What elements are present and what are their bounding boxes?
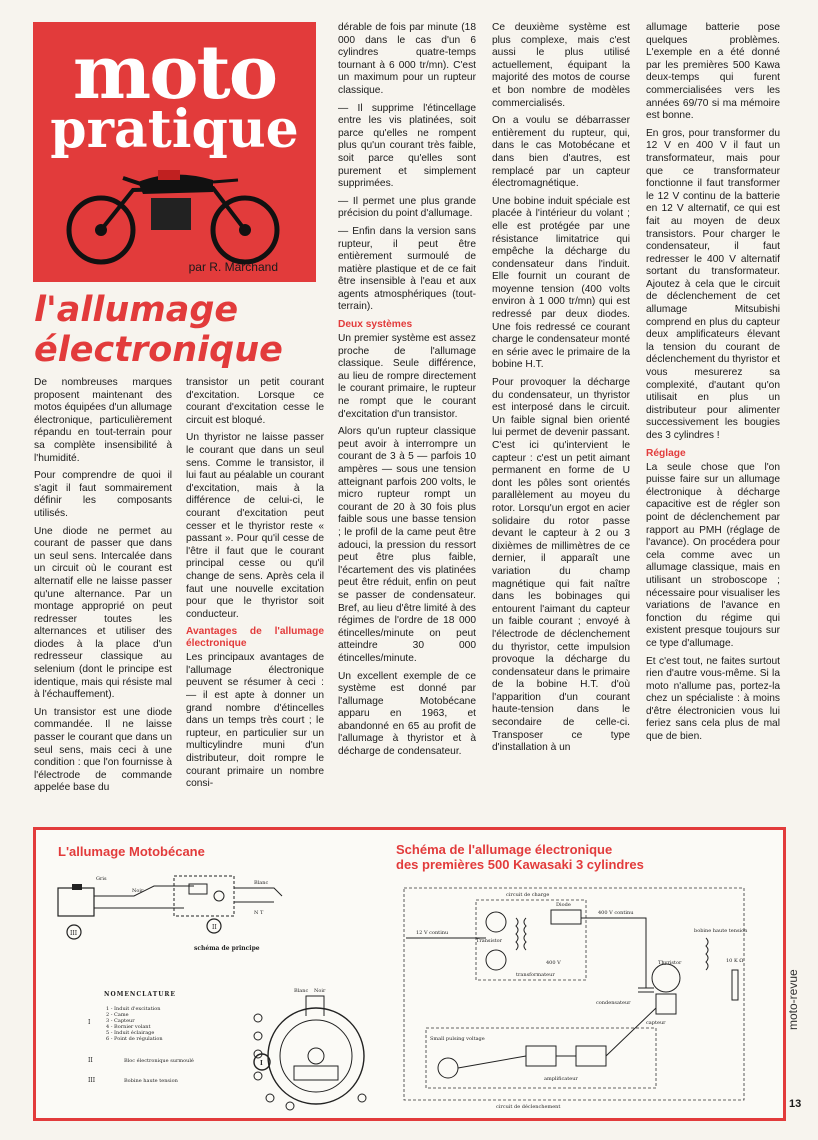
paragraph: Une bobine induit spéciale est placée à l'intérieur du volant ; elle est protégée par une résistance limitatrice qui empêche la décharge du condensateur dans l'induit. Elle fournit un courant de moyenne tension (400 volts environ à 1 000 tr/mn) qui est redressé par deux diodes. Une fois redressé ce courant charge le condensateur monté en série avec le primaire de la bobine H.T.: [492, 195, 630, 371]
paragraph: transistor un petit courant d'excitation. Lorsque ce courant d'excitation cesse le circuit est bloqué.: [186, 377, 324, 426]
text-column-1: [34, 377, 172, 800]
roman-II-label: II: [212, 924, 217, 931]
paragraph: Une diode ne permet au courant de passer que dans un seul sens. Intercalée dans un circuit où le courant est alternatif elle ne laisse passer qu'une alternance. Par un montage approprié on peut redresser toutes les alternances et utiliser des diodes à la place d'un redresseur classique au selenium (dont le principe est identique, mais qui résiste mal à l'échauffement).: [34, 525, 172, 701]
nomenclature-num-III: III: [88, 1077, 96, 1084]
text-column-2: [186, 377, 324, 796]
page-number: 13: [789, 1098, 802, 1110]
paragraph: allumage batterie pose quelques problèmes. L'exemple en a été donné par les premières 500 Kawa deux-temps qui furent commercialisées vers les années 69/70 si ma mémoire est bonne.: [646, 22, 780, 122]
nomenclature-item: 3 - Capteur: [106, 1018, 135, 1024]
article-title-line2: électronique: [34, 330, 283, 370]
section-heading-deux-systemes: Deux systèmes: [338, 319, 413, 331]
schema-caption: schéma de principe: [194, 945, 260, 952]
text-column-5: [646, 22, 780, 749]
paragraph: dérable de fois par minute (18 000 dans le cas d'un 6 cylindres quatre-temps tournant à 6 000 tr/mn). C'est un maximum pour un rupteur classique.: [338, 22, 476, 96]
label-400v: 400 V continu: [598, 910, 634, 916]
nomenclature-item: 1 - Induit d'excitation: [106, 1006, 161, 1012]
wire-label-blanc: Blanc: [254, 880, 269, 886]
label-condensateur: condensateur: [596, 1000, 631, 1006]
wire-label-noir: Noir: [132, 888, 144, 894]
paragraph: Pour comprendre de quoi il s'agit il faut sommairement définir les composants utilisés.: [34, 470, 172, 519]
nomenclature-num-II: II: [88, 1057, 93, 1064]
paragraph: Un excellent exemple de ce système est donné par l'allumage Motobécane apparu en 1963, et abandonné en 65 au profit de l'allumage à thyristor et à décharge de condensateur.: [338, 670, 476, 758]
paragraph: Un transistor est une diode commandée. Il ne laisse passer le courant que dans un seul sens, mais ceci à une condition : que l'on fournisse à l'électrode de commande appelée base du: [34, 706, 172, 794]
label-amplificateur: amplificateur: [544, 1076, 578, 1082]
label-declenchement: circuit de déclenchement: [496, 1104, 561, 1110]
label-diode: Diode: [556, 902, 571, 908]
paragraph: En gros, pour transformer du 12 V en 400 V il faut un transformateur, mais pour que ce transformateur fonctionne il faut transformer le 12 V continu de la batterie en 12 V alternatif, ce qui est fait au moyen de deux transistors. Pour charger le condensateur, il faut redresser le 400 V alternatif sortant du transformateur. Ajoutez à cela que le circuit de déclenchement de cet allumage Mitsubishi comprend en plus du capteur deux amplificateurs élevant la tension du courant de déclenchement du thyristor et vous mesurerez sa complexité, d'autant qu'on utilisait en plus un distributeur pour alimenter successivement les bougies des 3 cylindres !: [646, 127, 780, 441]
hero-banner: [33, 22, 316, 282]
hero-title-moto: moto: [72, 30, 277, 116]
byline: par R. Marchand: [188, 260, 278, 274]
wire-label-nt: N T: [254, 910, 264, 916]
label-transistor: Transistor: [476, 938, 503, 944]
label-transformateur: transformateur: [516, 972, 555, 978]
paragraph: Et c'est tout, ne faites surtout rien d'autre vous-même. Si la moto n'allume pas, portez-la chez un spécialiste : à moins d'être électronicien vous lui feriez sans cela plus de mal que de bien.: [646, 655, 780, 743]
paragraph: — Il supprime l'étincellage entre les vis platinées, soit parce qu'elles ne rompent plus qu'un courant très faible, soit parce qu'elles sont purement et simplement supprimées.: [338, 102, 476, 190]
label-resistance: 10 K Ω: [726, 958, 744, 964]
label-circuit-charge: circuit de charge: [506, 892, 550, 898]
rotor-drawing: [268, 1008, 364, 1104]
motorcycle-illustration: [63, 160, 283, 265]
paragraph: On a voulu se débarrasser entièrement du rupteur, qui, dans le cas Motobécane et dans bien d'autres, est remplacé par un capteur électromagnétique.: [492, 115, 630, 190]
diagram-title-motobecane: L'allumage Motobécane: [58, 844, 205, 859]
article-title: [34, 290, 319, 370]
roman-I-label: I: [260, 1060, 263, 1067]
paragraph: — Enfin dans la version sans rupteur, il peut être entièrement surmoulé de matière plastique et de ce fait être insensible à l'eau et aux agents atmosphériques (tout-terrain).: [338, 225, 476, 313]
nomenclature-num-I: I: [88, 1019, 91, 1026]
nomenclature-item: Bloc électronique surmoulé: [124, 1058, 194, 1064]
text-column-3: [338, 22, 476, 764]
label-capteur: capteur: [646, 1020, 666, 1026]
roman-III-label: III: [70, 930, 78, 937]
nomenclature-item: 6 - Point de régulation: [106, 1036, 163, 1042]
wire-label-gris: Gris: [96, 876, 107, 882]
diagram-title-kawasaki: [396, 842, 726, 872]
magazine-name: moto-revue: [786, 969, 800, 1030]
paragraph: Alors qu'un rupteur classique peut avoir à interrompre un courant de 3 à 5 — parfois 10 ampères — sous une tension atteignant parfois 200 volts, le micro rupteur rompt un courant de 20 à 30 fois plus faible sous une basse tension ; le profil de la came peut être adouci, la pression du ressort peut être plus faible, l'écartement des vis platinées peut être réduit, enfin on peut se passer de condensateur. Bref, au lieu d'être limité à des régimes de l'ordre de 18 000 étincelles/minute on peut atteindre 30 000 étincelles/minute.: [338, 426, 476, 664]
paragraph: Pour provoquer la décharge du condensateur, un thyristor est interposé dans le circuit. Un faible signal bien orienté lui permet de devenir passant. C'est ici qu'intervient le capteur : c'est un petit aimant permanent en forme de U dont les pôles sont orientés parallèlement au moyeu du rotor. Lorsqu'un ergot en acier solidaire du rotor passe devant le capteur à 2 ou 3 dixièmes de millimètres de ce dernier, il apparaît une variation du champ magnétique qui fait naître dans les bobinages qui entourent l'aimant du capteur un faible courant ; envoyé à l'électrode de déclenchement du thyristor, cette impulsion provoque la décharge du condensateur dans le primaire de la bobine H.T. d'où l'apparition d'un courant haute-tension dans le secondaire de celle-ci. Transposer ce type d'installation à un: [492, 377, 630, 754]
motobecane-schematic: [44, 866, 384, 1116]
rotor-label-blanc: Blanc: [294, 988, 309, 994]
section-heading-reglage: Réglage: [646, 447, 686, 459]
label-thyristor: Thyristor: [658, 960, 682, 966]
text-column-4: [492, 22, 630, 760]
paragraph: Ce deuxième système est plus complexe, mais c'est aussi le plus utilisé actuellement, équipant la majorité des motos de course et bon nombre de modèles commercialisés.: [492, 22, 630, 109]
diagram-title-kawasaki-line2: des premières 500 Kawasaki 3 cylindres: [396, 857, 644, 872]
paragraph: — Il permet une plus grande précision du point d'allumage.: [338, 195, 476, 220]
rotor-label-noir: Noir: [314, 988, 326, 994]
nomenclature-item: 5 - Induit éclairage: [106, 1030, 155, 1036]
nomenclature-item: Bobine haute tension: [124, 1078, 178, 1084]
paragraph: Un premier système est assez proche de l'allumage classique. Seule différence, au lieu de rompre directement le courant primaire, le rupteur ne rompt que le courant d'excitation d'un transistor.: [338, 333, 476, 420]
label-bobine-ht: bobine haute tension: [694, 928, 748, 934]
paragraph: Les principaux avantages de l'allumage électronique peuvent se résumer à ceci : — il est apte à donner un grand nombre d'étincelles dans un temps très court ; le rupteur, en particulier sur un multicylindre muni d'un distributeur, doit rompre le courant primaire un nombre consi-: [186, 652, 324, 790]
paragraph: Un thyristor ne laisse passer le courant que dans un seul sens. Comme le transistor, il lui faut au péalable un courant d'excitation, mais à la différence de celui-ci, le courant d'excitation peut cesser et le thyristor reste « passant ». Pour qu'il cesse de l'être il faut que le courant principal cesse ou qu'il change de sens. Après cela il faut une nouvelle excitation pour que le thyristor soit conducteur.: [186, 432, 324, 620]
paragraph: La seule chose que l'on puisse faire sur un allumage électronique à décharge capacitive est de régler son point de déclenchement par rapport au PMH (réglage de l'avance). On procédera pour cela comme avec un allumage classique, mais en utilisant un stroboscope ; nécessaire pour visualiser les variations de l'avance en fonction du régime qui existent presque toujours sur ce type d'allumage.: [646, 461, 780, 649]
diagram-panel: [33, 827, 786, 1121]
section-heading-avantages: Avantages de l'allumage électronique: [186, 626, 324, 650]
hero-title-pratique: pratique: [50, 99, 299, 160]
diagram-title-kawasaki-line1: Schéma de l'allumage électronique: [396, 842, 613, 857]
kawasaki-schematic: [376, 878, 776, 1114]
nomenclature-title: NOMENCLATURE: [104, 991, 176, 998]
paragraph: De nombreuses marques proposent maintenant des motos équipées d'un allumage électronique, particulièrement répandu en tout-terrain pour sa complète insensibilité à l'humidité.: [34, 377, 172, 464]
label-pulse: Small pulsing voltage: [430, 1036, 485, 1042]
nomenclature-item: 4 - Bornier volant: [106, 1024, 151, 1030]
label-400v-ac: 400 V: [546, 960, 561, 966]
nomenclature-item: 2 - Came: [106, 1012, 129, 1018]
label-12v: 12 V continu: [416, 930, 449, 936]
article-title-line1: l'allumage: [34, 290, 239, 330]
